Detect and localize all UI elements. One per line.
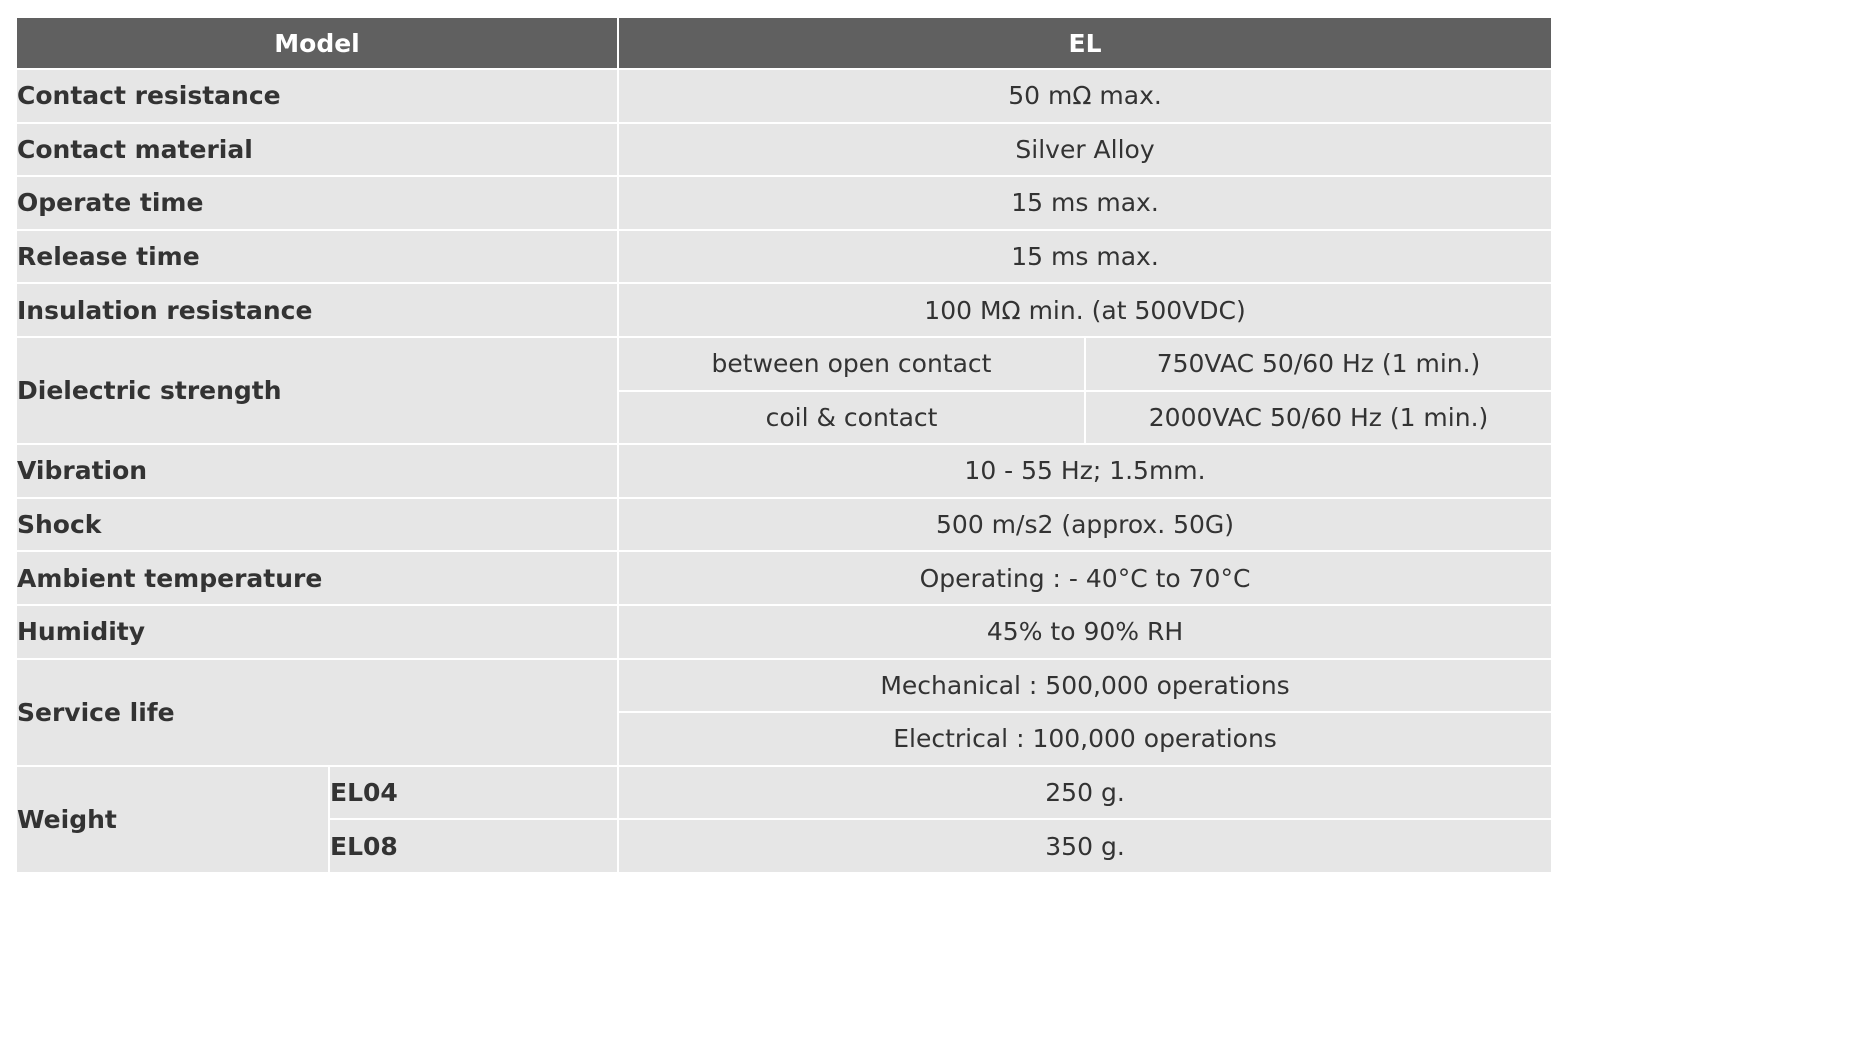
table-row (16, 230, 1552, 284)
vibration-label: Vibration (16, 444, 618, 498)
release-time-value: 15 ms max. (618, 230, 1552, 284)
table-row (16, 176, 1552, 230)
dielectric-condition-coil-contact: coil & contact (618, 391, 1085, 445)
dielectric-value-coil-contact: 2000VAC 50/60 Hz (1 min.) (1085, 391, 1552, 445)
operate-time-label: Operate time (16, 176, 618, 230)
humidity-label: Humidity (16, 605, 618, 659)
table-row (16, 605, 1552, 659)
weight-value-el08: 350 g. (618, 819, 1552, 873)
dielectric-value-open-contact: 750VAC 50/60 Hz (1 min.) (1085, 337, 1552, 391)
model-header: Model (16, 17, 618, 69)
weight-model-el04: EL04 (329, 766, 618, 820)
ambient-temperature-value: Operating : - 40°C to 70°C (618, 551, 1552, 605)
contact-resistance-label: Contact resistance (16, 69, 618, 123)
weight-label: Weight (16, 766, 329, 873)
weight-value-el04: 250 g. (618, 766, 1552, 820)
insulation-resistance-label: Insulation resistance (16, 283, 618, 337)
shock-label: Shock (16, 498, 618, 552)
vibration-value: 10 - 55 Hz; 1.5mm. (618, 444, 1552, 498)
table-row (16, 551, 1552, 605)
table-row (16, 659, 1552, 713)
ambient-temperature-label: Ambient temperature (16, 551, 618, 605)
specification-table (15, 16, 1553, 874)
service-life-label: Service life (16, 659, 618, 766)
contact-resistance-value: 50 mΩ max. (618, 69, 1552, 123)
service-life-mechanical: Mechanical : 500,000 operations (618, 659, 1552, 713)
insulation-resistance-value: 100 MΩ min. (at 500VDC) (618, 283, 1552, 337)
humidity-value: 45% to 90% RH (618, 605, 1552, 659)
table-row (16, 498, 1552, 552)
shock-value: 500 m/s2 (approx. 50G) (618, 498, 1552, 552)
table-row (16, 283, 1552, 337)
table-row (16, 444, 1552, 498)
contact-material-label: Contact material (16, 123, 618, 177)
service-life-electrical: Electrical : 100,000 operations (618, 712, 1552, 766)
model-value-header: EL (618, 17, 1552, 69)
contact-material-value: Silver Alloy (618, 123, 1552, 177)
table-row (16, 69, 1552, 123)
dielectric-condition-open-contact: between open contact (618, 337, 1085, 391)
table-header-row (16, 17, 1552, 69)
operate-time-value: 15 ms max. (618, 176, 1552, 230)
release-time-label: Release time (16, 230, 618, 284)
table-row (16, 123, 1552, 177)
dielectric-strength-label: Dielectric strength (16, 337, 618, 444)
table-row (16, 337, 1552, 391)
table-row (16, 766, 1552, 820)
weight-model-el08: EL08 (329, 819, 618, 873)
